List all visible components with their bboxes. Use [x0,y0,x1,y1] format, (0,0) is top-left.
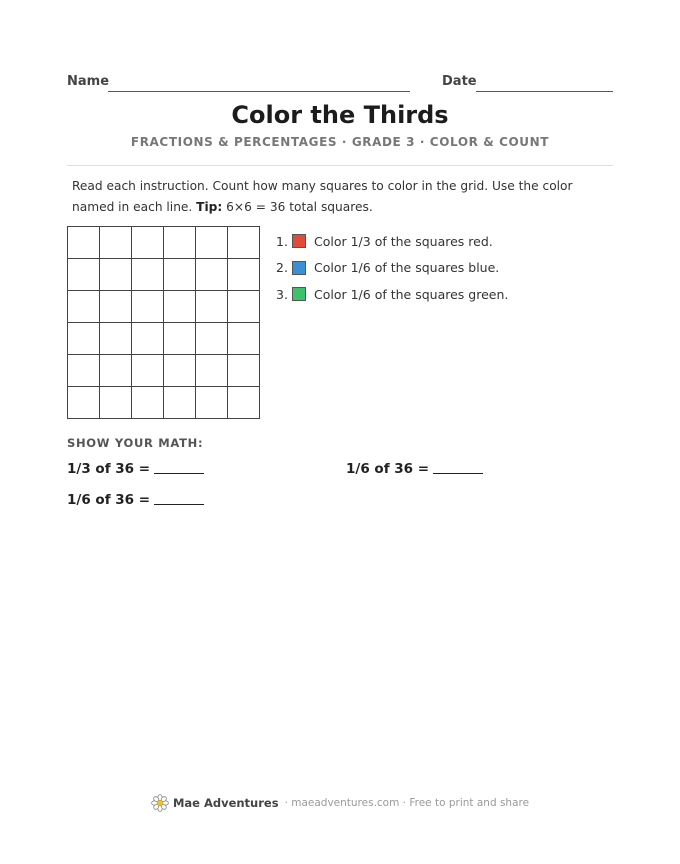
tip-label: Tip: [196,200,223,214]
task-text: Color 1/3 of the squares red. [314,233,493,249]
grid-cell[interactable] [100,259,132,291]
grid-cell[interactable] [228,323,260,355]
name-field[interactable] [108,91,410,92]
task-item [276,281,616,308]
grid-cell[interactable] [68,227,100,259]
blue-swatch [292,261,306,275]
task-number: 2. [276,260,288,276]
tip-text: 6×6 = 36 total squares. [226,200,373,214]
math-problem-text: 1/6 of 36 = [346,461,430,477]
math-problem-text: 1/3 of 36 = [67,461,151,477]
math-problem [346,461,483,477]
grid-cell[interactable] [228,227,260,259]
header-divider [67,165,613,166]
grid-cell[interactable] [164,259,196,291]
grid-cell[interactable] [132,355,164,387]
grid-cell[interactable] [68,259,100,291]
grid-cell[interactable] [228,355,260,387]
grid-cell[interactable] [196,323,228,355]
task-number: 1. [276,233,288,249]
grid-cell[interactable] [100,387,132,419]
math-heading: SHOW YOUR MATH: [67,436,204,450]
grid-cell[interactable] [68,387,100,419]
grid-cell[interactable] [164,355,196,387]
grid-cell[interactable] [196,355,228,387]
grid-cell[interactable] [132,227,164,259]
grid-cell[interactable] [196,291,228,323]
task-number: 3. [276,286,288,302]
coloring-grid [67,226,260,419]
grid-cell[interactable] [68,291,100,323]
page-subtitle: FRACTIONS & PERCENTAGES · GRADE 3 · COLOR & COUNT [130,135,550,149]
task-text: Color 1/6 of the squares green. [314,286,509,302]
grid-cell[interactable] [196,227,228,259]
daisy-icon [151,794,169,812]
grid-cell[interactable] [228,291,260,323]
grid-cell[interactable] [100,227,132,259]
date-field[interactable] [476,91,613,92]
grid-cell[interactable] [68,323,100,355]
grid-cell[interactable] [196,387,228,419]
answer-blank[interactable] [433,473,483,474]
answer-blank[interactable] [154,473,204,474]
task-text: Color 1/6 of the squares blue. [314,260,500,276]
grid-cell[interactable] [100,355,132,387]
grid-cell[interactable] [164,227,196,259]
grid-cell[interactable] [68,355,100,387]
grid-cell[interactable] [228,387,260,419]
grid-cell[interactable] [132,323,164,355]
math-problem [67,461,204,477]
grid-cell[interactable] [132,291,164,323]
red-swatch [292,234,306,248]
footer [0,794,680,812]
name-label: Name [67,74,110,89]
task-item [276,228,616,255]
math-problem-text: 1/6 of 36 = [67,492,151,508]
green-swatch [292,287,306,301]
task-item [276,255,616,282]
grid-cell[interactable] [164,323,196,355]
grid-cell[interactable] [132,259,164,291]
date-label: Date [442,74,477,89]
task-list [276,228,616,308]
grid-cell[interactable] [228,259,260,291]
math-problem [67,492,204,508]
grid-cell[interactable] [132,387,164,419]
grid-cell[interactable] [100,323,132,355]
grid-cell[interactable] [196,259,228,291]
answer-blank[interactable] [154,504,204,505]
name-date-header [67,74,613,94]
instructions-text: Read each instruction. Count how many squares to color in the grid. Use the color named in each line. [72,179,573,214]
brand-name: Mae Adventures [172,796,279,810]
page-title: Color the Thirds [231,101,449,129]
grid-cell[interactable] [164,387,196,419]
grid-cell[interactable] [100,291,132,323]
grid-cell[interactable] [164,291,196,323]
footer-text: · maeadventures.com · Free to print and share [284,797,530,809]
instructions [72,176,612,218]
